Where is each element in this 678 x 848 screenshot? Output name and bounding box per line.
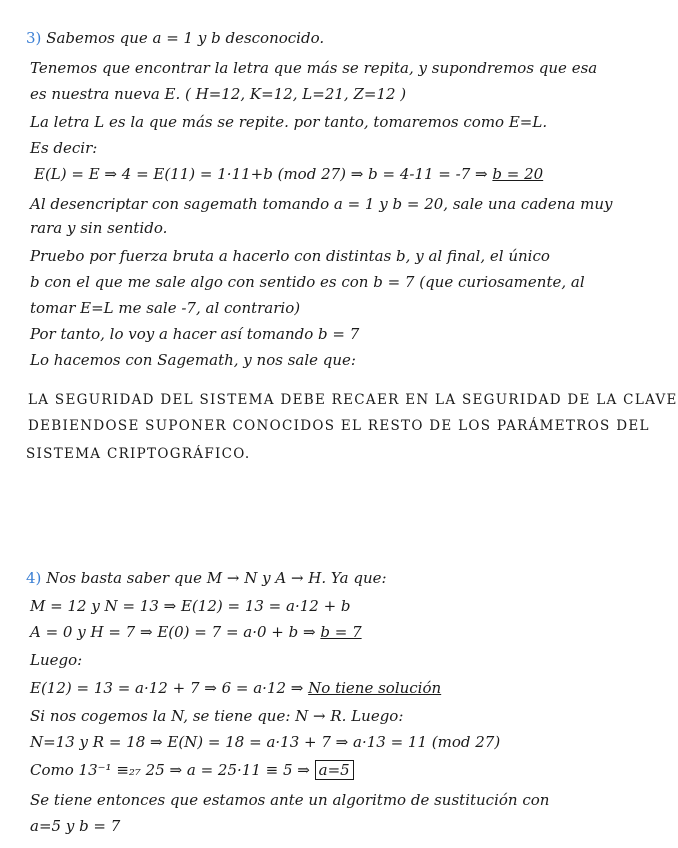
ex3-text-1: Sabemos que a = 1 y b desconocido. <box>46 29 325 47</box>
ex3-line-12: Por tanto, lo voy a hacer así tomando b = 7 <box>30 325 360 343</box>
ex4-line-2: M = 12 y N = 13 ⇒ E(12) = 13 = a·12 + b <box>30 597 351 615</box>
ex3-result-line-3: SISTEMA CRIPTOGRÁFICO. <box>26 446 251 462</box>
ex3-line-13: Lo hacemos con Sagemath, y nos sale que: <box>30 351 356 369</box>
ex3-equation: E(L) = E ⇒ 4 = E(11) = 1·11+b (mod 27) ⇒ b = 4-11 = -7 ⇒ <box>34 165 488 183</box>
ex4-inverse: Como 13⁻¹ ≡₂₇ 25 ⇒ a = 25·11 ≡ 5 ⇒ <box>30 761 310 779</box>
ex4-line-1 <box>26 568 626 588</box>
ex3-line-8: rara y sin sentido. <box>30 219 168 237</box>
ex4-equation-a: E(12) = 13 = a·12 + 7 ⇒ 6 = a·12 ⇒ <box>30 679 304 697</box>
ex4-number: 4) <box>26 569 42 587</box>
ex4-line-5 <box>30 678 630 698</box>
ex4-equation-b: A = 0 y H = 7 ⇒ E(0) = 7 = a·0 + b ⇒ <box>30 623 316 641</box>
ex4-line-7: N=13 y R = 18 ⇒ E(N) = 18 = a·13 + 7 ⇒ a·13 = 11 (mod 27) <box>30 733 501 751</box>
ex3-line-11: tomar E=L me sale -7, al contrario) <box>30 299 301 317</box>
ex4-line-10: a=5 y b = 7 <box>30 817 121 835</box>
ex4-result-b: b = 7 <box>320 623 362 641</box>
ex4-text-1: Nos basta saber que M → N y A → H. Ya que: <box>46 569 387 587</box>
ex4-line-8 <box>30 760 630 780</box>
ex3-line-6 <box>34 164 634 184</box>
ex4-no-solution: No tiene solución <box>308 679 442 697</box>
ex3-line-3: es nuestra nueva E. ( H=12, K=12, L=21, Z=12 ) <box>30 85 407 103</box>
ex4-line-3 <box>30 622 630 642</box>
ex3-result-b: b = 20 <box>492 165 544 183</box>
ex3-line-1 <box>26 28 626 48</box>
ex4-line-6: Si nos cogemos la N, se tiene que: N → R. Luego: <box>30 707 404 725</box>
ex3-line-4: La letra L es la que más se repite. por tanto, tomaremos como E=L. <box>30 113 548 131</box>
ex3-line-9: Pruebo por fuerza bruta a hacerlo con distintas b, y al final, el único <box>30 247 550 265</box>
ex4-line-9: Se tiene entonces que estamos ante un algoritmo de sustitución con <box>30 791 550 809</box>
ex3-line-7: Al desencriptar con sagemath tomando a = 1 y b = 20, sale una cadena muy <box>30 195 613 213</box>
ex4-result-a: a=5 <box>315 760 354 780</box>
ex3-line-10: b con el que me sale algo con sentido es con b = 7 (que curiosamente, al <box>30 273 585 291</box>
ex4-line-4: Luego: <box>30 651 83 669</box>
ex3-result-line-2: DEBIENDOSE SUPONER CONOCIDOS EL RESTO DE LOS PARÁMETROS DEL <box>28 418 650 434</box>
ex3-line-5: Es decir: <box>30 139 98 157</box>
ex3-number: 3) <box>26 29 42 47</box>
ex3-result-line-1: LA SEGURIDAD DEL SISTEMA DEBE RECAER EN LA SEGURIDAD DE LA CLAVE <box>28 392 678 408</box>
ex3-line-2: Tenemos que encontrar la letra que más se repita, y supondremos que esa <box>30 59 598 77</box>
